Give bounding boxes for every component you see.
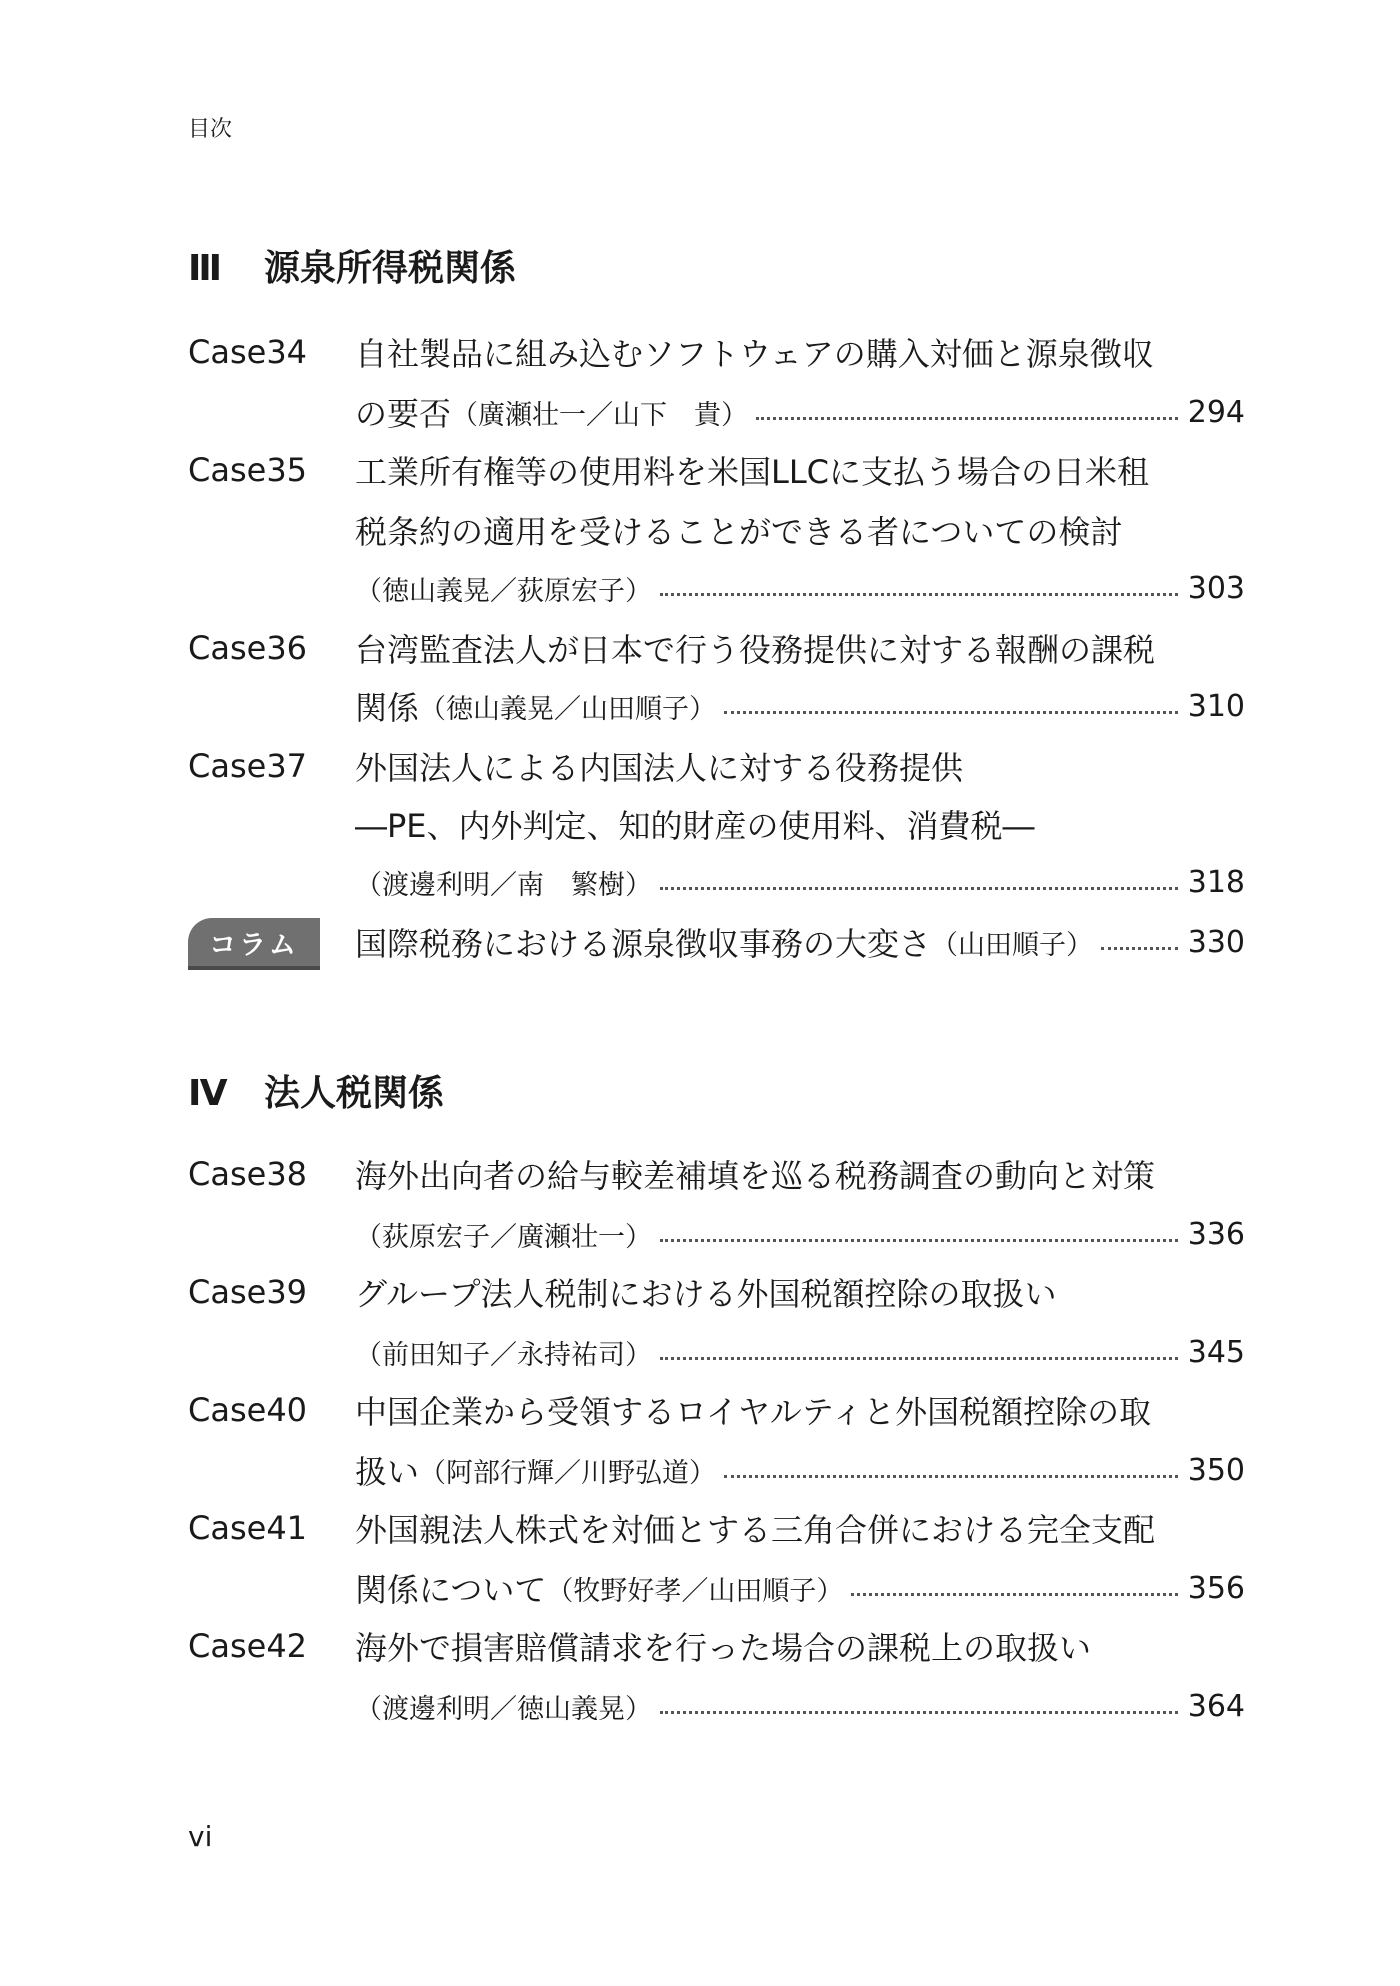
leader-dots <box>660 1357 1178 1360</box>
case-label: Case34 <box>188 333 308 371</box>
entry-title: 税条約の適用を受けることができる者についての検討 <box>355 513 1123 551</box>
page-number: 330 <box>1187 924 1245 960</box>
entry-authors: （徳山義晃／荻原宏子） <box>355 575 652 607</box>
toc-entry-line[interactable] <box>355 684 1245 728</box>
entry-title: 関係について <box>355 1571 547 1609</box>
entry-authors: （廣瀬壮一／山下 貴） <box>451 399 749 431</box>
page-number: 310 <box>1187 688 1245 724</box>
leader-dots <box>1101 947 1178 950</box>
toc-entry-line[interactable] <box>355 566 1245 610</box>
section-number: Ⅳ <box>188 1073 228 1114</box>
entry-authors: （渡邊利明／南 繁樹） <box>355 869 652 901</box>
toc-entry-line[interactable] <box>355 1270 1245 1314</box>
toc-entry-line[interactable] <box>355 448 1245 492</box>
case-label: Case40 <box>188 1391 308 1429</box>
toc-entry-line[interactable] <box>355 508 1245 552</box>
entry-title: の要否 <box>355 395 452 433</box>
case-label: Case41 <box>188 1509 308 1547</box>
entry-subtitle: ―PE、内外判定、知的財産の使用料、消費税― <box>355 807 1035 845</box>
toc-entry-line[interactable] <box>355 1684 1245 1728</box>
toc-entry-line[interactable] <box>355 1448 1245 1492</box>
page-number: 350 <box>1187 1452 1245 1488</box>
running-header: 目次 <box>188 117 233 142</box>
leader-dots <box>724 1475 1178 1478</box>
page-folio: vi <box>188 1820 213 1853</box>
toc-entry-line[interactable] <box>355 1330 1245 1374</box>
leader-dots <box>660 1239 1178 1242</box>
entry-title: 海外出向者の給与較差補填を巡る税務調査の動向と対策 <box>355 1157 1156 1195</box>
section-heading-3 <box>188 240 516 291</box>
toc-entry-line[interactable] <box>355 1506 1245 1550</box>
entry-authors: （荻原宏子／廣瀬壮一） <box>355 1221 652 1253</box>
page-number: 336 <box>1187 1216 1245 1252</box>
entry-title: 外国親法人株式を対価とする三角合併における完全支配 <box>355 1511 1156 1549</box>
entry-title: 国際税務における源泉徴収事務の大変さ <box>355 925 932 963</box>
entry-title: 工業所有権等の使用料を米国LLCに支払う場合の日米租 <box>355 453 1150 491</box>
section-title: 源泉所得税関係 <box>264 248 517 289</box>
entry-title: 外国法人による内国法人に対する役務提供 <box>355 749 964 787</box>
entry-title: 関係 <box>355 689 420 727</box>
entry-title: 自社製品に組み込むソフトウェアの購入対価と源泉徴収 <box>355 335 1154 373</box>
leader-dots <box>660 887 1178 890</box>
leader-dots <box>660 593 1178 596</box>
entry-title: 台湾監査法人が日本で行う役務提供に対する報酬の課税 <box>355 631 1156 669</box>
entry-authors: （徳山義晃／山田順子） <box>419 693 717 725</box>
case-label: Case35 <box>188 451 308 489</box>
case-label: Case39 <box>188 1273 308 1311</box>
entry-authors: （山田順子） <box>931 929 1094 961</box>
entry-title: 海外で損害賠償請求を行った場合の課税上の取扱い <box>355 1629 1092 1667</box>
leader-dots <box>851 1593 1177 1596</box>
section-number: Ⅲ <box>188 248 223 289</box>
section-title: 法人税関係 <box>264 1073 445 1114</box>
case-label: Case42 <box>188 1627 308 1665</box>
page-number: 345 <box>1187 1334 1245 1370</box>
case-label: Case38 <box>188 1155 308 1193</box>
page-number: 318 <box>1187 864 1245 900</box>
toc-entry-line[interactable] <box>355 1152 1245 1196</box>
page-number: 294 <box>1187 394 1245 430</box>
entry-authors: （牧野好孝／山田順子） <box>546 1575 844 1607</box>
page-number: 303 <box>1187 570 1245 606</box>
leader-dots <box>724 711 1178 714</box>
toc-entry-line[interactable] <box>355 920 1245 964</box>
toc-entry-line[interactable] <box>355 1212 1245 1256</box>
section-heading-4 <box>188 1065 444 1116</box>
leader-dots <box>660 1711 1178 1714</box>
toc-entry-line[interactable] <box>355 1566 1245 1610</box>
entry-title: 扱い <box>355 1453 420 1491</box>
page-number: 364 <box>1187 1688 1245 1724</box>
toc-entry-line[interactable] <box>355 744 1245 788</box>
toc-entry-line[interactable] <box>355 1624 1245 1668</box>
column-badge: コラム <box>188 918 320 966</box>
leader-dots <box>756 417 1178 420</box>
toc-entry-line[interactable] <box>355 860 1245 904</box>
case-label: Case37 <box>188 747 308 785</box>
toc-entry-line[interactable] <box>355 390 1245 434</box>
page-number: 356 <box>1187 1570 1245 1606</box>
case-label: Case36 <box>188 629 308 667</box>
entry-authors: （前田知子／永持祐司） <box>355 1339 652 1371</box>
toc-entry-line[interactable] <box>355 330 1245 374</box>
entry-authors: （阿部行輝／川野弘道） <box>419 1457 717 1489</box>
toc-entry-line[interactable] <box>355 626 1245 670</box>
entry-authors: （渡邊利明／徳山義晃） <box>355 1693 652 1725</box>
entry-title: 中国企業から受領するロイヤルティと外国税額控除の取 <box>355 1393 1152 1431</box>
toc-entry-line[interactable] <box>355 1388 1245 1432</box>
entry-title: グループ法人税制における外国税額控除の取扱い <box>355 1275 1057 1313</box>
toc-entry-line[interactable] <box>355 802 1245 846</box>
